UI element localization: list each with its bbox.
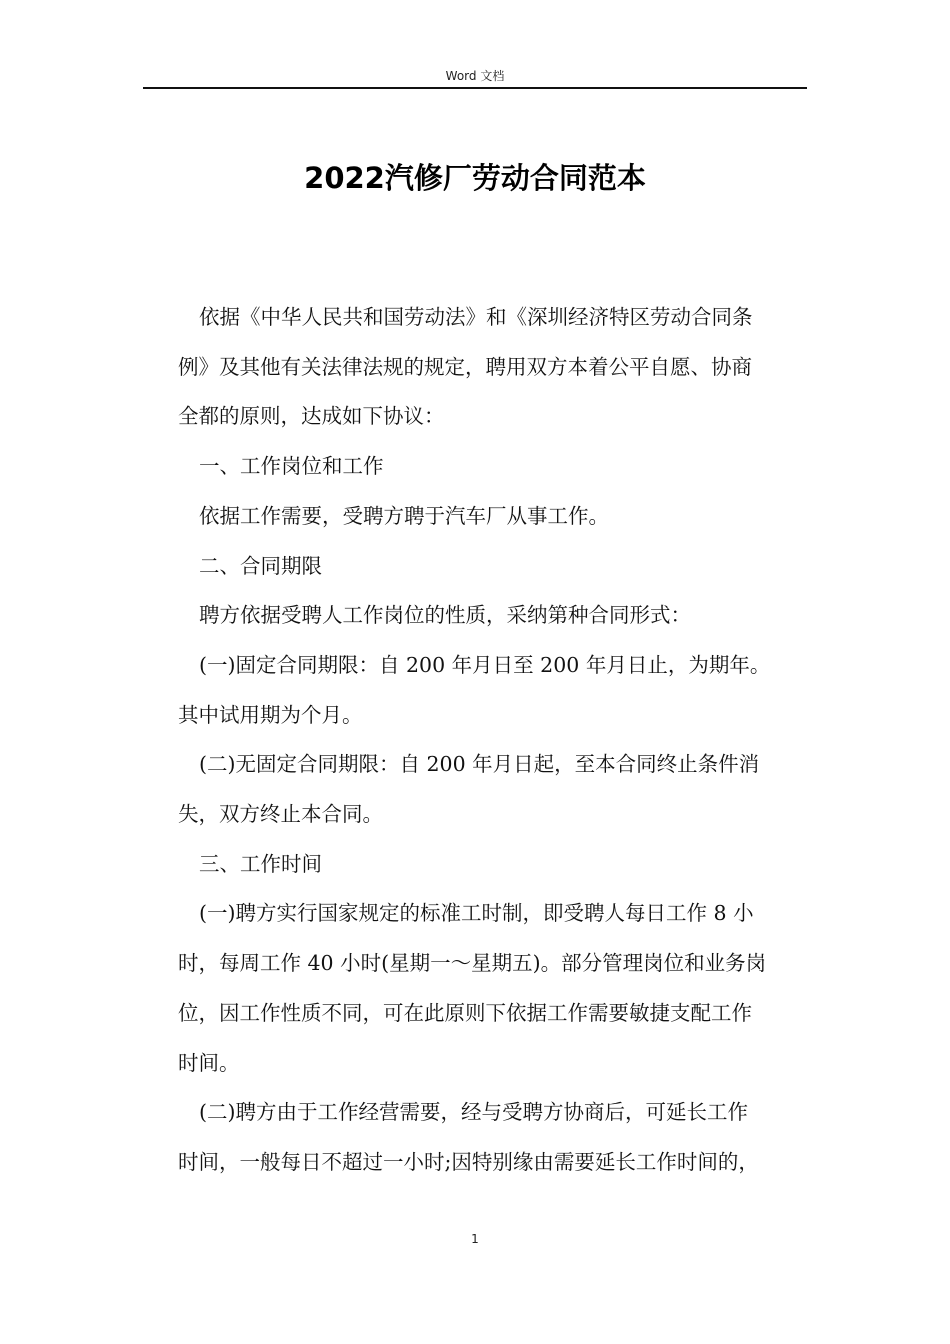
paragraph	[178, 889, 804, 1088]
section-heading	[178, 442, 804, 492]
text-line: 聘方依据受聘人工作岗位的性质，采纳第种合同形式：	[199, 603, 691, 628]
paragraph	[178, 1088, 804, 1187]
paragraph	[178, 641, 804, 740]
text-line: 位，因工作性质不同，可在此原则下依据工作需要敏捷支配工作	[178, 1000, 752, 1025]
text-line: 例》及其他有关法律法规的规定，聘用双方本着公平自愿、协商	[178, 354, 752, 379]
text-line: (一)聘方实行国家规定的标准工时制，即受聘人每日工作 8 小	[199, 901, 754, 926]
page-number: 1	[471, 1232, 479, 1246]
paragraph	[178, 591, 804, 641]
section-heading	[178, 542, 804, 592]
text-line: (二)聘方由于工作经营需要，经与受聘方协商后，可延长工作	[199, 1100, 748, 1125]
text-line: 三、工作时间	[199, 851, 322, 876]
document-title: 2022汽修厂劳动合同范本	[304, 161, 646, 195]
text-line: (一)固定合同期限：自 200 年月日至 200 年月日止，为期年。	[199, 652, 771, 677]
paragraph	[178, 293, 804, 442]
document-body	[178, 293, 804, 1188]
paragraph	[178, 740, 804, 839]
text-line: 依据工作需要，受聘方聘于汽车厂从事工作。	[199, 503, 609, 528]
section-heading	[178, 840, 804, 890]
paragraph	[178, 492, 804, 542]
header-label: Word 文档	[445, 69, 505, 83]
text-line: 其中试用期为个月。	[178, 702, 363, 727]
text-line: 失，双方终止本合同。	[178, 802, 383, 827]
text-line: 时间。	[178, 1050, 240, 1075]
text-line: 全都的原则，达成如下协议：	[178, 404, 445, 429]
text-line: 二、合同期限	[199, 553, 322, 578]
text-line: 一、工作岗位和工作	[199, 454, 384, 479]
header-divider	[143, 87, 807, 89]
text-line: 时间，一般每日不超过一小时;因特别缘由需要延长工作时间的，	[178, 1149, 759, 1174]
text-line: 依据《中华人民共和国劳动法》和《深圳经济特区劳动合同条	[199, 305, 753, 329]
text-line: (二)无固定合同期限：自 200 年月日起，至本合同终止条件消	[199, 752, 760, 777]
text-line: 时，每周工作 40 小时(星期一～星期五)。部分管理岗位和业务岗	[178, 951, 767, 976]
